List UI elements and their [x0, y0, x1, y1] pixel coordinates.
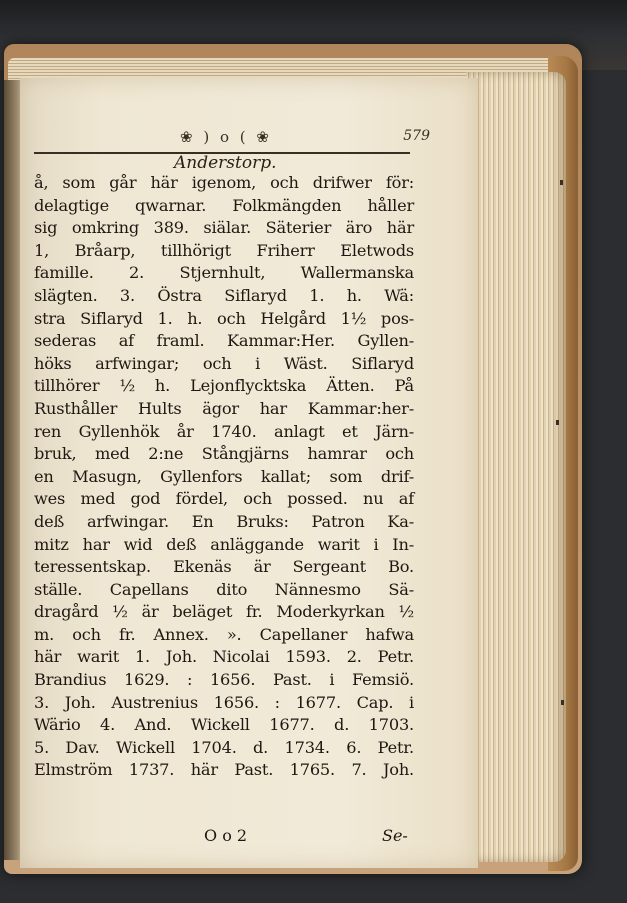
text-line: ren Gyllenhök år 1740. anlagt et Järn-: [34, 421, 414, 441]
page-header: [140, 128, 430, 150]
signature-mark: O o 2: [204, 826, 248, 845]
text-line: tillhörer ½ h. Lejonflycktska Ätten. På: [34, 376, 414, 396]
text-line: 1, Bråarp, tillhörigt Friherr Eletwods: [34, 240, 414, 260]
text-line: Wärio 4. And. Wickell 1677. d. 1703.: [34, 715, 414, 735]
text-line: sig omkring 389. siälar. Säterier äro här: [34, 218, 414, 238]
text-line: här warit 1. Joh. Nicolai 1593. 2. Petr.: [34, 647, 414, 667]
catchword: Se-: [382, 826, 408, 845]
text-line: sederas af framl. Kammar:Her. Gyllen-: [34, 331, 414, 351]
text-line: höks arfwingar; och i Wäst. Siflaryd: [34, 353, 414, 373]
text-line: en Masugn, Gyllenfors kallat; som drif-: [34, 466, 414, 486]
body-text: [34, 172, 414, 782]
text-line: ställe. Capellans dito Nännesmo Sä-: [34, 579, 414, 599]
running-title: Anderstorp.: [174, 153, 277, 173]
margin-mark: [556, 420, 559, 425]
text-line: 5. Dav. Wickell 1704. d. 1734. 6. Petr.: [34, 737, 414, 757]
margin-mark: [560, 180, 563, 185]
page-number: 579: [403, 128, 430, 144]
margin-mark: [561, 700, 564, 705]
text-line: slägten. 3. Östra Siflaryd 1. h. Wä:: [34, 285, 414, 305]
text-line: stra Siflaryd 1. h. och Helgård 1½ pos-: [34, 308, 414, 328]
text-line: delagtige qwarnar. Folkmängden håller: [34, 195, 414, 215]
header-ornament: ❀ ) o ( ❀: [180, 128, 272, 146]
text-line: dragård ½ är beläget fr. Moderkyrkan ½: [34, 602, 414, 622]
text-line: 3. Joh. Austrenius 1656. : 1677. Cap. i: [34, 692, 414, 712]
text-line: Rusthåller Hults ägor har Kammar:her-: [34, 398, 414, 418]
text-line: deß arfwingar. En Bruks: Patron Ka-: [34, 511, 414, 531]
text-line: å, som går här igenom, och drifwer för:: [34, 173, 414, 192]
page-fore-edge: [466, 72, 566, 862]
text-line: wes med god fördel, och possed. nu af: [34, 489, 414, 509]
text-line: m. och fr. Annex. ». Capellaner hafwa: [34, 624, 414, 644]
text-line: bruk, med 2:ne Stångjärns hamrar och: [34, 444, 414, 464]
text-line: famille. 2. Stjernhult, Wallermanska: [34, 263, 414, 283]
text-line: Brandius 1629. : 1656. Past. i Femsiö.: [34, 670, 414, 690]
text-line: mitz har wid deß anläggande warit i In-: [34, 534, 414, 554]
text-line: teressentskap. Ekenäs är Sergeant Bo.: [34, 557, 414, 577]
text-line: Elmström 1737. här Past. 1765. 7. Joh.: [34, 760, 414, 780]
